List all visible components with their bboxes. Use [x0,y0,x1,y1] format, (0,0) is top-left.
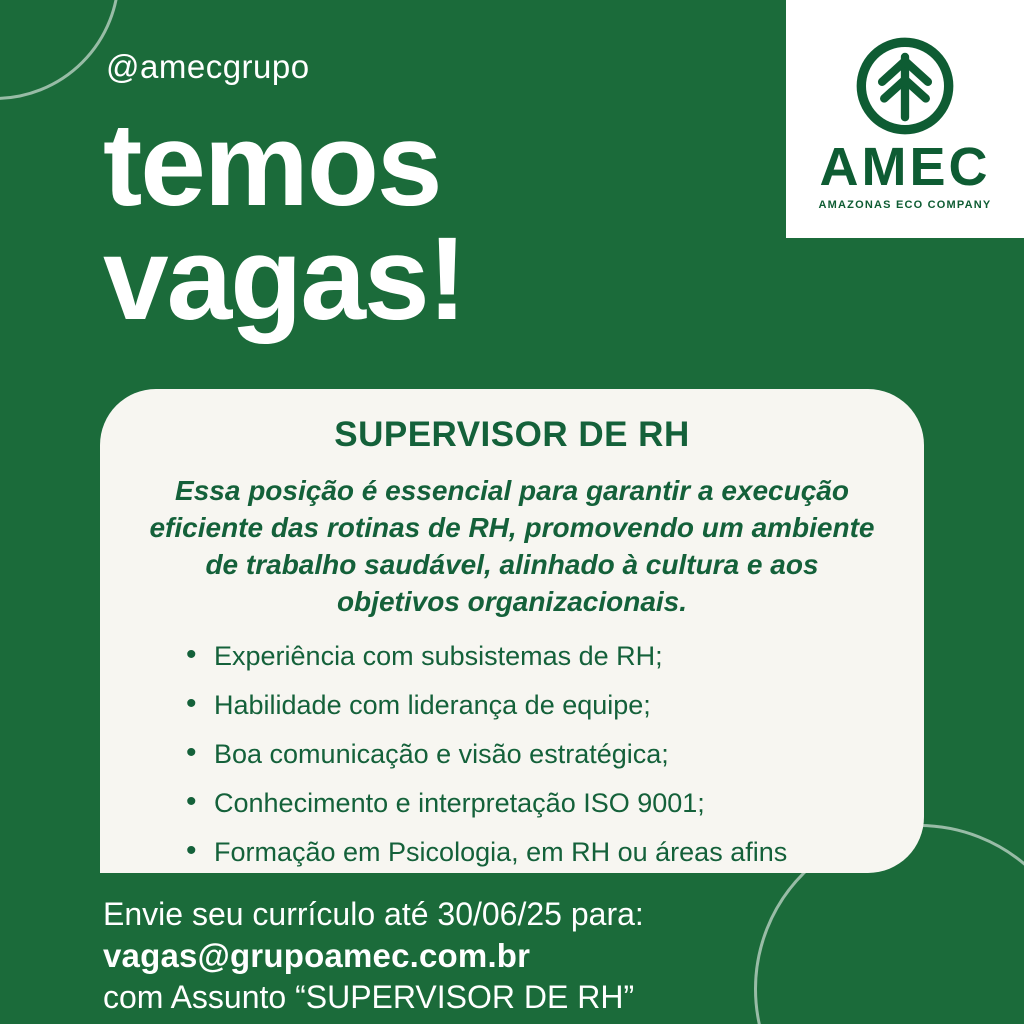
social-handle: @amecgrupo [106,48,310,85]
headline-line-1: temos [103,99,441,231]
list-item: • Conhecimento e interpretação ISO 9001; [186,790,884,839]
logo-tagline: AMAZONAS ECO COMPANY [818,198,992,211]
subject-instruction: com Assunto “SUPERVISOR DE RH” [103,979,635,1016]
tree-in-circle-icon [853,34,957,138]
logo-wordmark: AMEC [819,136,991,197]
company-logo [786,0,1024,238]
application-instructions [103,894,644,1018]
job-description: Essa posição é essencial para garantir a execução eficiente das rotinas de RH, promovendo um ambiente de trabalho saudável, alinhado à cultura e aos objetivos organizacionais. [149,475,875,617]
decorative-arc-top-left [0,0,120,100]
list-item: • Boa comunicação e visão estratégica; [186,741,884,790]
requirements-list [140,640,884,888]
job-details-card [100,389,924,873]
list-item: • Habilidade com liderança de equipe; [186,692,884,741]
list-item: • Experiência com subsistemas de RH; [186,643,884,692]
contact-email[interactable]: vagas@grupoamec.com.br [103,936,531,974]
list-item: • Formação em Psicologia, em RH ou áreas afins [186,839,884,888]
deadline-text: Envie seu currículo até 30/06/25 para: [103,895,644,932]
headline-line-2: vagas! [103,213,465,346]
job-title: SUPERVISOR DE RH [334,415,690,454]
page-title [103,99,465,346]
